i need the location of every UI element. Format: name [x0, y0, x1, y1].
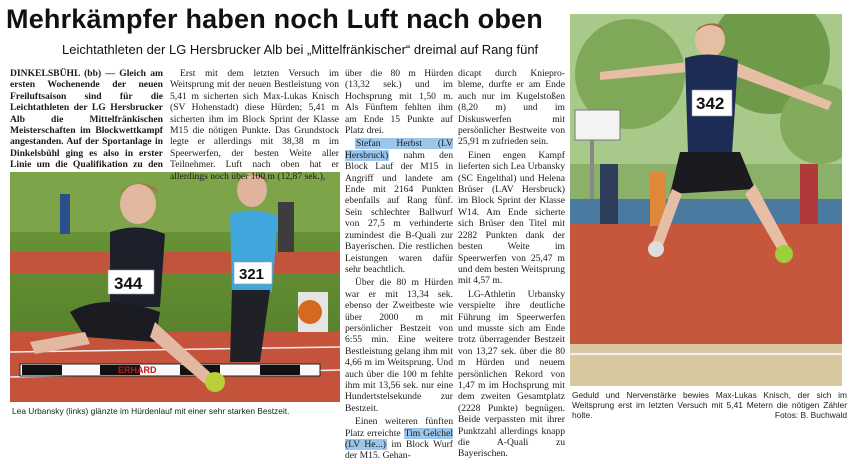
caption-text: Geduld und Nervenstärke bewies Max-Lukas Knisch, der sich im Weitsprung erst im letzten Versuch mit 5,41 Metern die nötigen Zähler holte.: [572, 390, 847, 421]
highlighted-name: Stefan Herbst (LV Hersbruck): [345, 138, 453, 161]
column-4: [458, 68, 565, 462]
subheadline: Leichtathleten der LG Hersbrucker Alb bei „Mittelfränkischer“ dreimal auf Rang fünf: [62, 42, 539, 57]
paragraph: nahm den Block Lauf der M15 in Angriff und landete am Ende mit 2164 Punkten ebenfalls auf Rang fünf. Sein schlechter Ballwurf von 27,5 m verhinderte zumindest die B-Quali zur Bayerischen. Die restlichen Leistungen waren dafür sehr beachtlich.: [345, 149, 453, 275]
paragraph: Über die 80 m Hürden war er mit 13,34 sek. ebenso der Zweitbeste wie über 2000 m mit persönlicher Bestzeit von 6:55 min. Eine weitere Bestleistung gelang ihm mit 4,66 m im Weitsprung. Und auch über die 100 m fehlte ihm mit 13,56 sek. nur eine Hundertstelsekunde zur Bestzeit.: [345, 277, 453, 414]
lead-column: [10, 68, 163, 184]
paragraph: im Block Wurf der M15. Gehan-: [345, 439, 453, 462]
bib-344: 344: [114, 274, 143, 293]
bib-321: 321: [239, 266, 265, 283]
left-photo-caption: Lea Urbansky (links) glänzte im Hürdenlauf mit einer sehr starken Bestzeit.: [12, 406, 290, 416]
hurdles-photo: [10, 172, 340, 402]
paragraph: LG-Athletin Urbansky verspielte ihre deutliche Führung im Speerwerfen und musste sich am Ende trotz überragender Bestzeit von 13,27 sek. über die 80 m Hürden und neuem persönlichen Rekord von 1,47 m im Hochsprung mit dem zweiten Gesamtplatz (2228 Punkte) begnügen. Beide verpassten mit ihrer Punktzahl allerdings knapp die A-Quali zu Bayerischen.: [458, 288, 565, 460]
highlighted-name: Tim Gelchel (LV He...): [345, 427, 453, 450]
photo-credit: Fotos: B. Buchwald: [774, 410, 847, 421]
paragraph: dicapt durch Knieprobleme, durfte er am Ende auch nur im Kugelstoßen (8,20 m) und im Diskuswerfen mit persönlicher Bestweite von 25,91 m zufrieden sein.: [458, 68, 565, 148]
paragraph: über die 80 m Hürden (13,32 sek.) und im Hochsprung mit 1,50 m. Als Fünftem fehlten ihm am Ende 15 Punkte auf Platz drei.: [345, 68, 453, 137]
paragraph: Einen weiteren fünften Platz erreichte: [345, 416, 453, 439]
paragraph: Erst mit dem letzten Versuch im Weitsprung mit der neuen Bestleistung von 5,41 m sicherten sich Max-Lukas Knisch (SV Hohenstadt) diese Hürden; 5,41 m sicherten ihm im Block Sprint der Klasse M15 die nötigen Punkte. Das Grundstock legte er allerdings mit 38,38 m im Speerwerfen, der besten Weite aller Teilnehmer. Luft nach oben hat er allerdings noch über 100 m (12,87 sek.),: [170, 68, 339, 182]
headline: Mehrkämpfer haben noch Luft nach oben: [6, 4, 543, 34]
bib-342: 342: [696, 94, 725, 113]
column-3: [345, 68, 453, 464]
sponsor-banner: ERHARD: [118, 365, 157, 375]
paragraph: Einen engen Kampf lieferten sich Lea Urbansky (SC Engelthal) und Helena Brüser (LAV Hersbruck) im Block Sprint der Klasse W14. Am Ende sicherte sich Brüser den Titel mit 2282 Punkten dank der besten Weite im Speerwerfen von 25,47 m und dem besten Weitsprung mit 4,57 m.: [458, 149, 565, 287]
lead-paragraph: DINKELSBÜHL (bb) — Gleich am ersten Wochenende der neuen Freiluftsaison sind für die Leichtathleten der LG Hersbrucker Alb die Mittelfränkischen Meisterschaften im Blockwettkampf angestanden. Auf der Sportanlage in Dinkelsbühl ging es also in erster Linie um die Qualifikation zu den: [10, 68, 163, 171]
long-jump-photo: [570, 14, 842, 386]
column-2: [170, 68, 339, 184]
right-photo-caption: [572, 390, 847, 421]
